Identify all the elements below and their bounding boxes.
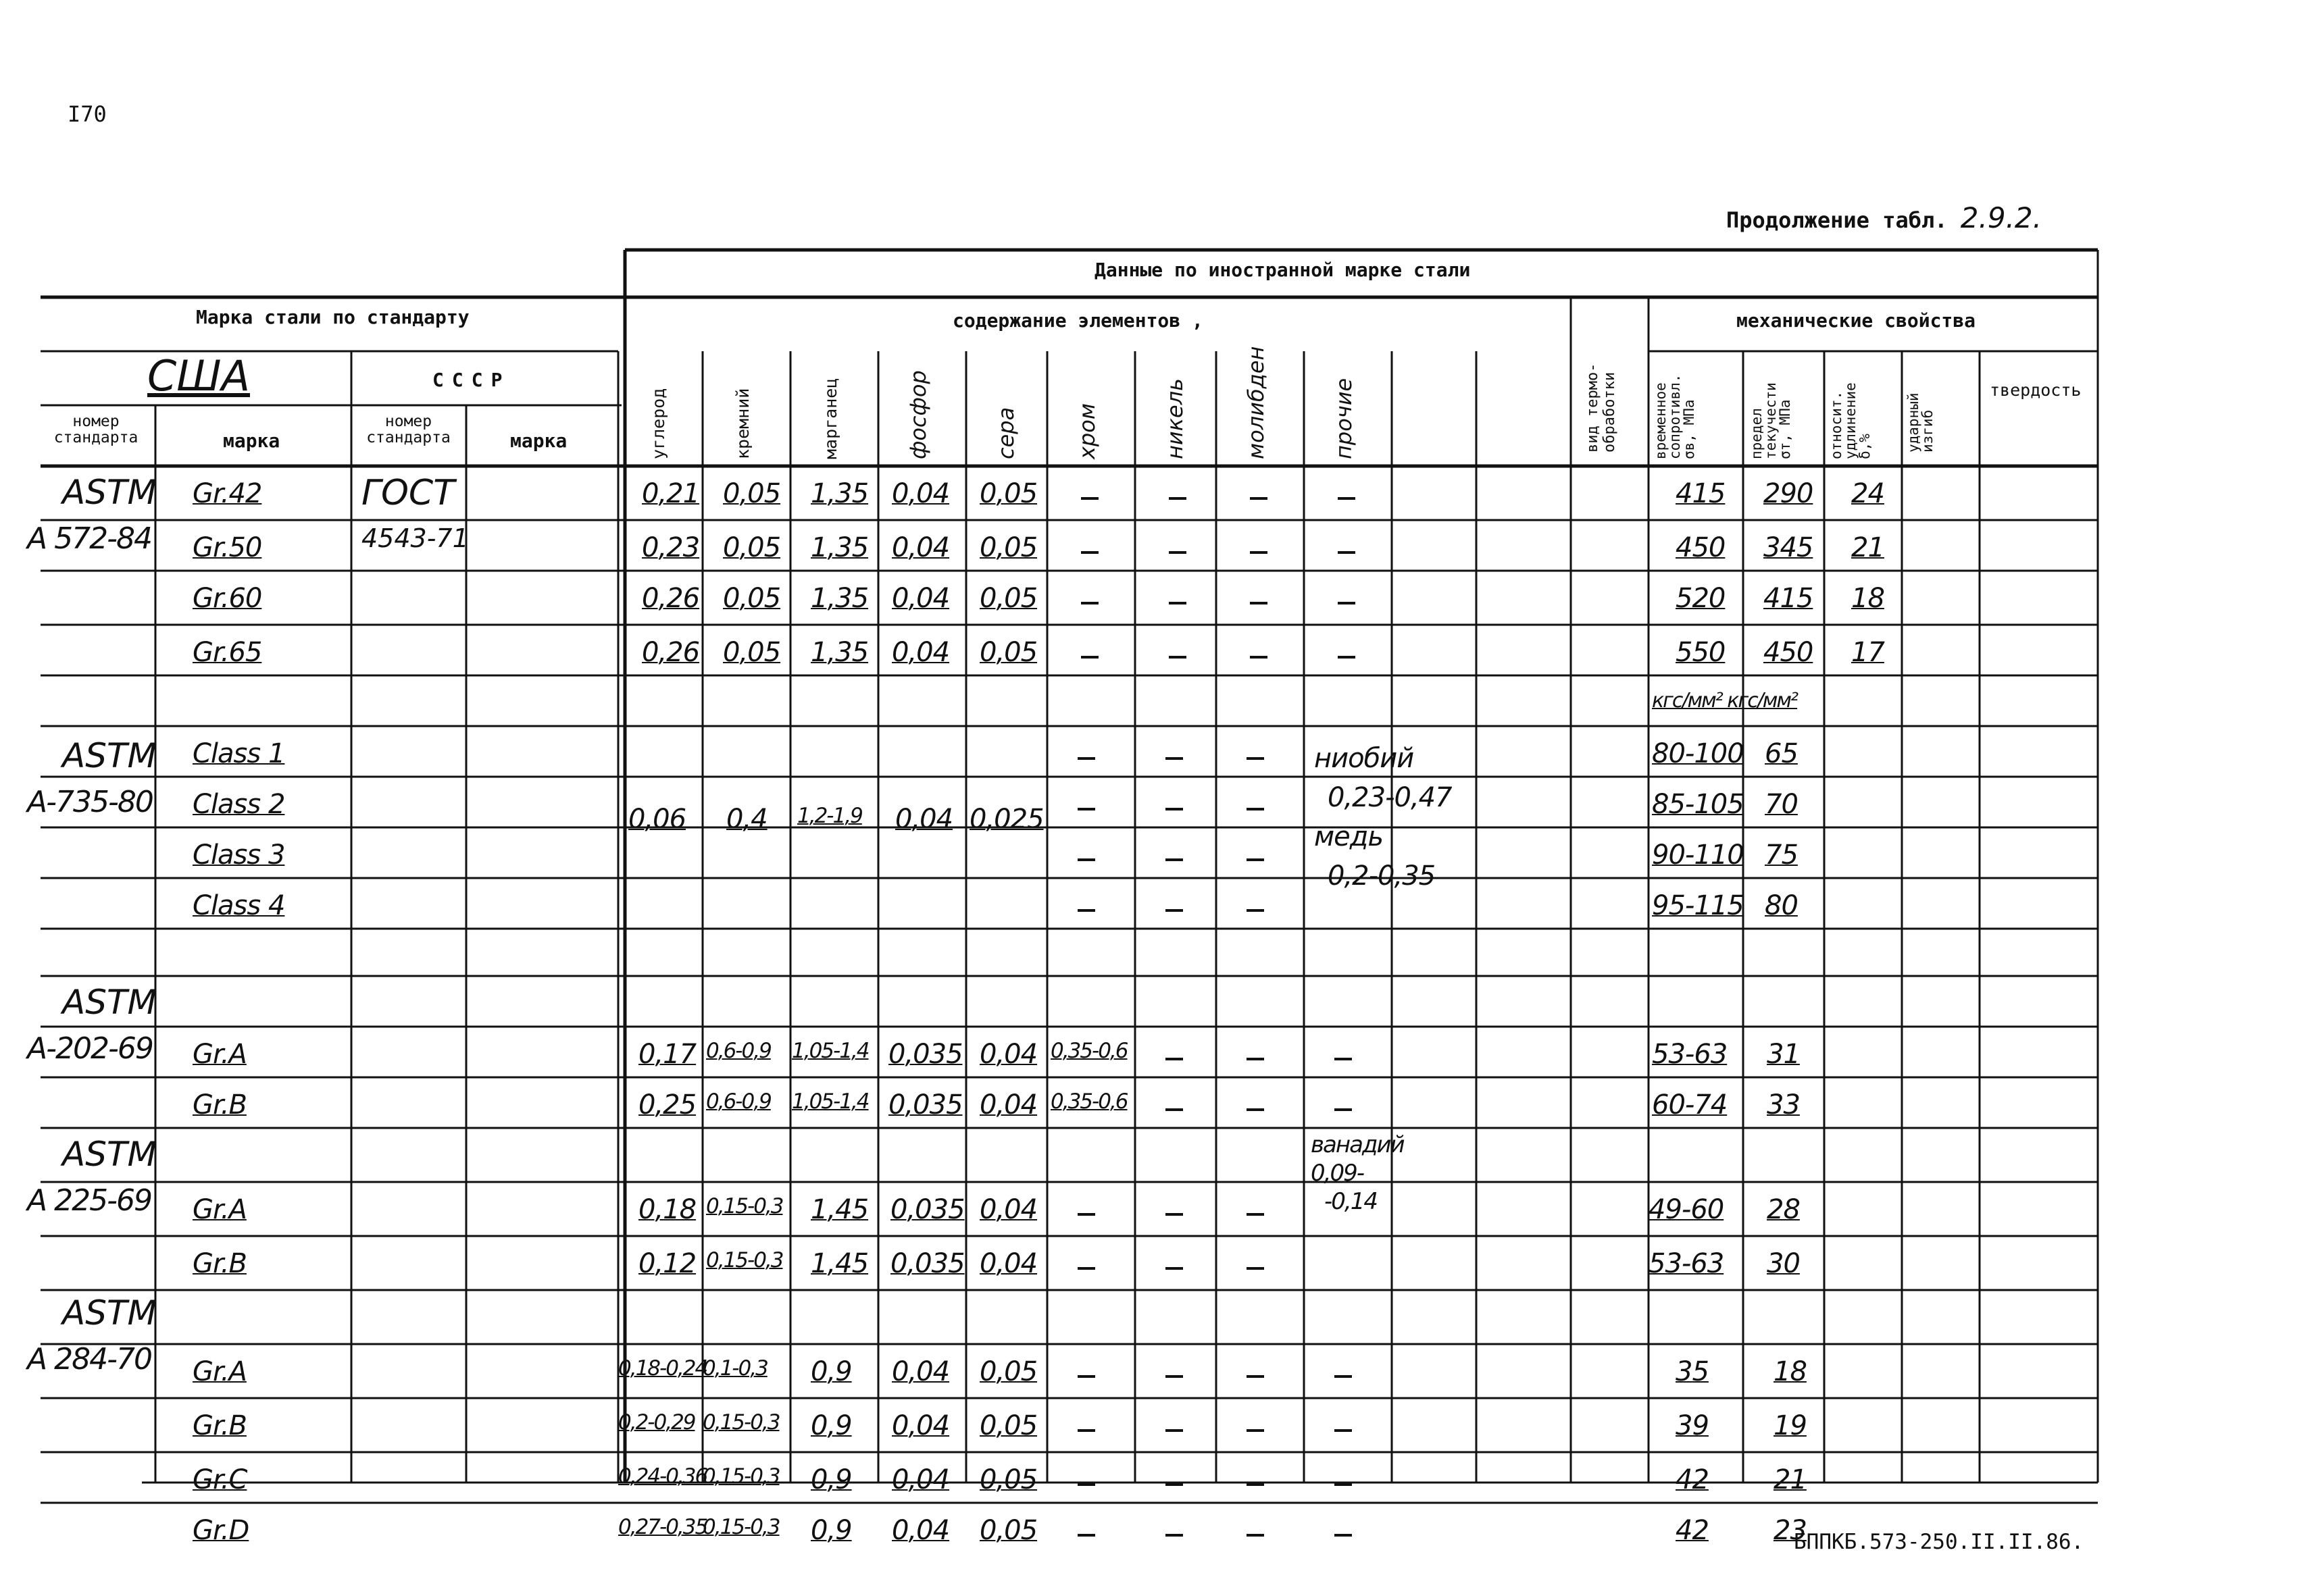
std-org: ASTM — [62, 1293, 157, 1333]
empty-dash — [1247, 757, 1264, 760]
tensile: 42 — [1676, 1464, 1709, 1495]
carbon: 0,26 — [642, 637, 700, 668]
carbon: 0,27-0,35 — [618, 1515, 707, 1539]
empty-dash — [1169, 656, 1186, 659]
silicon: 0,1-0,3 — [703, 1356, 768, 1381]
manganese: 1,45 — [811, 1248, 869, 1279]
grade: Gr.42 — [193, 478, 262, 509]
manganese: 1,05-1,4 — [792, 1039, 869, 1063]
tensile: 550 — [1676, 637, 1726, 668]
mech-elongation: относит. удлинение δ,% — [1828, 382, 1873, 459]
phosphorus: 0,04 — [892, 1464, 950, 1495]
manganese: 1,05-1,4 — [792, 1089, 869, 1114]
empty-dash — [1338, 551, 1355, 554]
grade: Gr.60 — [193, 583, 262, 614]
sulfur: 0,05 — [980, 1515, 1038, 1546]
element-col-0: углерод — [649, 388, 668, 459]
tensile: 53-63 — [1652, 1039, 1728, 1070]
header-standard-number: номер стандарта — [53, 413, 139, 447]
footer-code: БППКБ.573-250.II.II.86. — [1794, 1530, 2084, 1554]
sulfur: 0,05 — [980, 583, 1038, 614]
phosphorus: 0,04 — [892, 1410, 950, 1441]
other-elements: -0,14 — [1324, 1188, 1377, 1215]
std-org: ASTM — [62, 736, 157, 775]
yield: 28 — [1767, 1194, 1800, 1225]
empty-dash — [1247, 909, 1264, 912]
phosphorus: 0,04 — [892, 1515, 950, 1546]
yield: 415 — [1763, 583, 1813, 614]
silicon: 0,05 — [723, 583, 781, 614]
other-elements: 0,23-0,47 — [1328, 782, 1452, 813]
phosphorus: 0,04 — [892, 478, 950, 509]
empty-dash — [1078, 1267, 1095, 1270]
empty-dash — [1247, 1429, 1264, 1432]
manganese: 0,9 — [811, 1410, 852, 1441]
header-standard-number-ussr: номер стандарта — [366, 413, 451, 447]
carbon: 0,18 — [638, 1194, 697, 1225]
empty-dash — [1078, 858, 1095, 861]
header-elements-content: содержание элементов , — [953, 309, 1203, 332]
empty-dash — [1247, 858, 1264, 861]
tensile: 60-74 — [1652, 1089, 1728, 1121]
tensile: 450 — [1676, 532, 1726, 563]
grade: Gr.C — [193, 1464, 247, 1495]
manganese: 1,35 — [811, 583, 869, 614]
phosphorus: 0,04 — [892, 1356, 950, 1387]
header-mechanical: механические свойства — [1736, 309, 1976, 332]
sulfur: 0,05 — [980, 637, 1038, 668]
phosphorus: 0,04 — [892, 637, 950, 668]
empty-dash — [1078, 1429, 1095, 1432]
silicon: 0,05 — [723, 478, 781, 509]
empty-dash — [1165, 1108, 1183, 1111]
yield: 75 — [1765, 840, 1798, 871]
empty-dash — [1165, 1534, 1183, 1537]
carbon: 0,25 — [638, 1089, 697, 1121]
empty-dash — [1169, 602, 1186, 604]
grade: Gr.B — [193, 1089, 247, 1121]
empty-dash — [1247, 1058, 1264, 1060]
empty-dash — [1247, 1213, 1264, 1216]
elongation: 21 — [1851, 532, 1884, 563]
continuation-text: Продолжение табл. — [1726, 207, 1948, 233]
grade: Gr.A — [193, 1356, 247, 1387]
std-org: ASTM — [62, 473, 157, 512]
gost-number: 4543-71 — [361, 523, 469, 553]
std-number: A-202-69 — [27, 1031, 153, 1066]
empty-dash — [1250, 602, 1267, 604]
phosphorus: 0,035 — [890, 1194, 965, 1225]
page-number: I70 — [68, 101, 107, 127]
other-elements: медь — [1314, 821, 1384, 852]
silicon: 0,6-0,9 — [706, 1089, 771, 1114]
manganese: 0,9 — [811, 1464, 852, 1495]
silicon: 0,15-0,3 — [703, 1410, 780, 1435]
silicon: 0,6-0,9 — [706, 1039, 771, 1063]
grade: Gr.B — [193, 1410, 247, 1441]
header-heat-treatment: вид термо- обработки — [1584, 363, 1618, 453]
std-number: A 572-84 — [27, 521, 151, 556]
elongation: 24 — [1851, 478, 1884, 509]
grade: Gr.A — [193, 1039, 247, 1070]
element-col-3: фосфор — [905, 370, 931, 459]
other-elements: ниобий — [1314, 743, 1414, 774]
mech-impact: ударный изгиб — [1905, 392, 1936, 453]
silicon: 0,15-0,3 — [706, 1248, 783, 1272]
yield: 33 — [1767, 1089, 1800, 1121]
carbon: 0,23 — [642, 532, 700, 563]
empty-dash — [1165, 1375, 1183, 1378]
yield: 70 — [1765, 789, 1798, 820]
sulfur: 0,05 — [980, 1356, 1038, 1387]
empty-dash — [1165, 858, 1183, 861]
other-elements: 0,09- — [1311, 1160, 1363, 1187]
unit-row: кгс/мм² кгс/мм² — [1652, 689, 1798, 713]
header-foreign-data: Данные по иностранной марке стали — [1095, 259, 1471, 281]
header-grade-usa: марка — [223, 430, 280, 452]
empty-dash — [1081, 602, 1099, 604]
element-col-6: никель — [1162, 378, 1188, 459]
silicon: 0,15-0,3 — [703, 1464, 780, 1489]
table-number: 2.9.2. — [1960, 201, 2042, 234]
empty-dash — [1250, 656, 1267, 659]
sulfur: 0,04 — [980, 1248, 1038, 1279]
empty-dash — [1078, 909, 1095, 912]
silicon: 0,4 — [726, 804, 768, 835]
empty-dash — [1338, 656, 1355, 659]
other-elements: ванадий — [1311, 1131, 1404, 1158]
yield: 80 — [1765, 890, 1798, 921]
empty-dash — [1165, 1483, 1183, 1486]
phosphorus: 0,035 — [888, 1089, 963, 1121]
empty-dash — [1081, 551, 1099, 554]
std-number: A 284-70 — [27, 1342, 151, 1376]
yield: 30 — [1767, 1248, 1800, 1279]
element-col-8: прочие — [1331, 378, 1357, 459]
manganese: 0,9 — [811, 1515, 852, 1546]
empty-dash — [1334, 1534, 1352, 1537]
tensile: 85-105 — [1652, 789, 1744, 820]
header-hardness: твердость — [1990, 380, 2082, 400]
empty-dash — [1169, 551, 1186, 554]
phosphorus: 0,04 — [895, 804, 953, 835]
empty-dash — [1247, 1108, 1264, 1111]
chromium: 0,35-0,6 — [1051, 1089, 1128, 1114]
tensile: 95-115 — [1652, 890, 1744, 921]
element-col-2: марганец — [821, 378, 840, 459]
empty-dash — [1334, 1483, 1352, 1486]
grade: Class 1 — [193, 738, 285, 769]
tensile: 35 — [1676, 1356, 1709, 1387]
std-org: ASTM — [62, 1135, 157, 1174]
empty-dash — [1078, 1375, 1095, 1378]
empty-dash — [1078, 808, 1095, 810]
manganese: 1,35 — [811, 478, 869, 509]
tensile: 39 — [1676, 1410, 1709, 1441]
mech-yield: предел текучести σт, МПа — [1749, 382, 1793, 459]
silicon: 0,15-0,3 — [706, 1194, 783, 1218]
yield: 31 — [1767, 1039, 1800, 1070]
yield: 450 — [1763, 637, 1813, 668]
grade: Class 4 — [193, 890, 285, 921]
element-col-5: хром — [1074, 403, 1100, 459]
silicon: 0,05 — [723, 532, 781, 563]
manganese: 1,35 — [811, 637, 869, 668]
grade: Gr.65 — [193, 637, 262, 668]
empty-dash — [1334, 1108, 1352, 1111]
other-elements: 0,2-0,35 — [1328, 860, 1436, 892]
silicon: 0,05 — [723, 637, 781, 668]
empty-dash — [1078, 1534, 1095, 1537]
std-number: A 225-69 — [27, 1183, 151, 1218]
carbon: 0,17 — [638, 1039, 697, 1070]
empty-dash — [1078, 757, 1095, 760]
empty-dash — [1338, 602, 1355, 604]
grade: Gr.B — [193, 1248, 247, 1279]
carbon: 0,26 — [642, 583, 700, 614]
empty-dash — [1078, 1483, 1095, 1486]
phosphorus: 0,035 — [888, 1039, 963, 1070]
sulfur: 0,05 — [980, 1410, 1038, 1441]
tensile: 415 — [1676, 478, 1726, 509]
chromium: 0,35-0,6 — [1051, 1039, 1128, 1063]
carbon: 0,06 — [628, 804, 686, 835]
grade: Gr.50 — [193, 532, 262, 563]
sulfur: 0,04 — [980, 1089, 1038, 1121]
tensile: 49-60 — [1649, 1194, 1724, 1225]
phosphorus: 0,04 — [892, 583, 950, 614]
tensile: 42 — [1676, 1515, 1709, 1546]
empty-dash — [1247, 1267, 1264, 1270]
grade: Gr.D — [193, 1515, 249, 1546]
empty-dash — [1334, 1375, 1352, 1378]
empty-dash — [1247, 1375, 1264, 1378]
empty-dash — [1338, 497, 1355, 500]
tensile: 90-110 — [1652, 840, 1744, 871]
silicon: 0,15-0,3 — [703, 1515, 780, 1539]
yield: 21 — [1774, 1464, 1807, 1495]
elongation: 18 — [1851, 583, 1884, 614]
empty-dash — [1165, 1213, 1183, 1216]
elongation: 17 — [1851, 637, 1884, 668]
sulfur: 0,04 — [980, 1039, 1038, 1070]
mech-tensile: временное сопротивл. σв, МПа — [1653, 374, 1697, 459]
carbon: 0,21 — [642, 478, 700, 509]
carbon: 0,24-0,36 — [618, 1464, 707, 1489]
manganese: 1,35 — [811, 532, 869, 563]
empty-dash — [1250, 497, 1267, 500]
sulfur: 0,025 — [970, 804, 1044, 835]
empty-dash — [1250, 551, 1267, 554]
std-org: ASTM — [62, 983, 157, 1022]
element-col-1: кремний — [733, 388, 753, 459]
phosphorus: 0,04 — [892, 532, 950, 563]
phosphorus: 0,035 — [890, 1248, 965, 1279]
yield: 65 — [1765, 738, 1798, 769]
carbon: 0,18-0,24 — [618, 1356, 707, 1381]
header-grade-by-standard: Марка стали по стандарту — [196, 306, 470, 328]
empty-dash — [1165, 808, 1183, 810]
manganese: 1,45 — [811, 1194, 869, 1225]
yield: 290 — [1763, 478, 1813, 509]
header-grade-ussr: марка — [510, 430, 568, 452]
std-number: A-735-80 — [27, 785, 153, 819]
tensile: 520 — [1676, 583, 1726, 614]
empty-dash — [1081, 497, 1099, 500]
element-col-7: молибден — [1243, 346, 1269, 459]
gost-label: ГОСТ — [361, 473, 455, 513]
empty-dash — [1165, 757, 1183, 760]
header-usa: США — [147, 351, 251, 401]
empty-dash — [1165, 1267, 1183, 1270]
empty-dash — [1078, 1213, 1095, 1216]
yield: 19 — [1774, 1410, 1807, 1441]
empty-dash — [1165, 909, 1183, 912]
sulfur: 0,05 — [980, 478, 1038, 509]
grade: Gr.A — [193, 1194, 247, 1225]
manganese: 0,9 — [811, 1356, 852, 1387]
manganese: 1,2-1,9 — [797, 804, 862, 828]
empty-dash — [1247, 1483, 1264, 1486]
empty-dash — [1247, 808, 1264, 810]
carbon: 0,2-0,29 — [618, 1410, 695, 1435]
tensile: 80-100 — [1652, 738, 1744, 769]
empty-dash — [1165, 1058, 1183, 1060]
yield: 345 — [1763, 532, 1813, 563]
carbon: 0,12 — [638, 1248, 697, 1279]
yield: 23 — [1774, 1515, 1807, 1546]
empty-dash — [1334, 1058, 1352, 1060]
grade: Class 3 — [193, 840, 285, 871]
empty-dash — [1169, 497, 1186, 500]
yield: 18 — [1774, 1356, 1807, 1387]
empty-dash — [1247, 1534, 1264, 1537]
empty-dash — [1165, 1429, 1183, 1432]
empty-dash — [1081, 656, 1099, 659]
grade: Class 2 — [193, 789, 285, 820]
sulfur: 0,05 — [980, 1464, 1038, 1495]
header-ussr: СССР — [432, 369, 511, 391]
sulfur: 0,04 — [980, 1194, 1038, 1225]
empty-dash — [1334, 1429, 1352, 1432]
tensile: 53-63 — [1649, 1248, 1724, 1279]
element-col-4: сера — [993, 407, 1019, 459]
sulfur: 0,05 — [980, 532, 1038, 563]
